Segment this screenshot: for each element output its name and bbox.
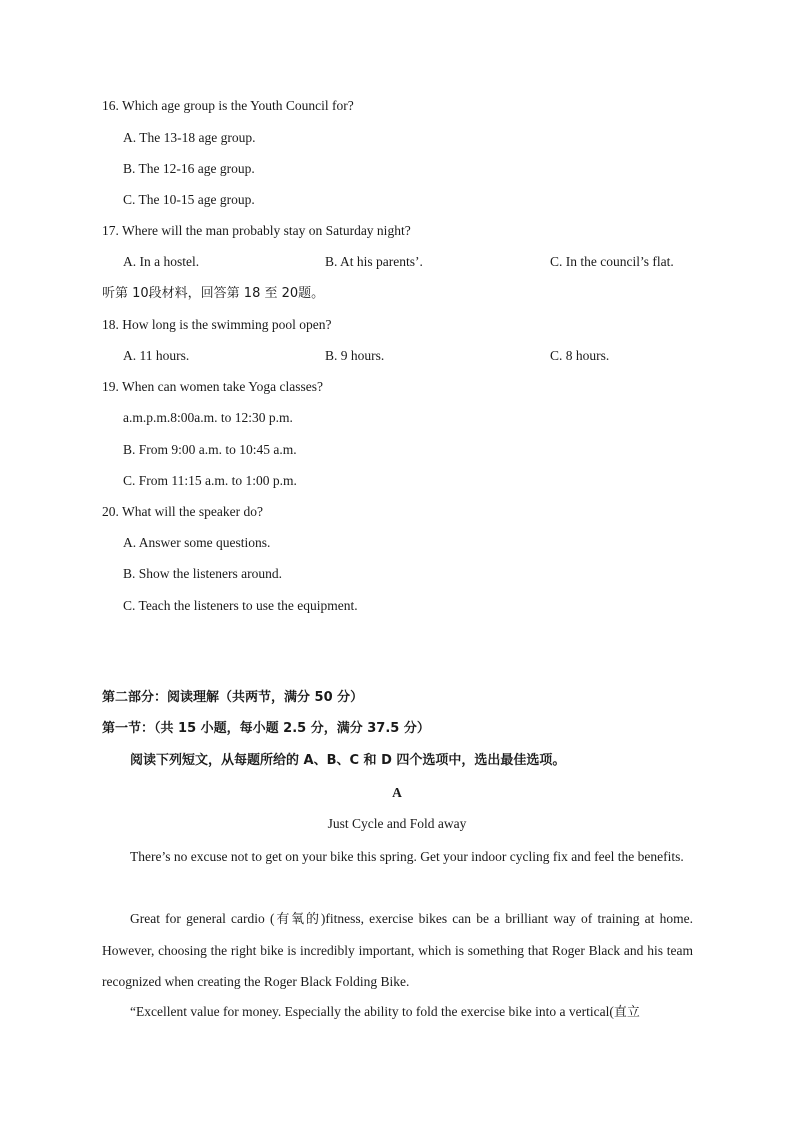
question-18-stem: 18. How long is the swimming pool open?: [102, 317, 332, 332]
passage-paragraph-3: [102, 996, 693, 1028]
passage-label: A: [392, 785, 402, 800]
question-16-option-c: C. The 10-15 age group.: [123, 192, 255, 207]
section-1-heading: 第一节：（共 15 小题，每小题 2.5 分，满分 37.5 分）: [102, 721, 430, 736]
question-20-stem: 20. What will the speaker do?: [102, 504, 263, 519]
listening-section-note: 听第 10段材料，回答第 18 至 20题。: [102, 286, 325, 301]
question-20-option-c: C. Teach the listeners to use the equipment.: [123, 598, 358, 613]
question-16-option-b: B. The 12-16 age group.: [123, 161, 255, 176]
question-19-stem: 19. When can women take Yoga classes?: [102, 379, 323, 394]
question-17-option-c: C. In the council’s flat.: [550, 254, 674, 269]
passage-paragraph-1: There’s no excuse not to get on your bike this spring. Get your indoor cycling fix and feel the benefits.: [130, 849, 684, 864]
paragraph-2-text-start: Great for general cardio (: [130, 911, 275, 926]
paragraph-2-chinese-gloss: 有氧的: [274, 912, 321, 927]
paragraph-3-text-start: “Excellent value for money. Especially the ability to fold the exercise bike into a vertical(: [130, 1004, 614, 1019]
part-2-heading: 第二部分：阅读理解（共两节，满分 50 分）: [102, 690, 364, 705]
question-20-option-b: B. Show the listeners around.: [123, 566, 282, 581]
question-18-option-a: A. 11 hours.: [123, 348, 190, 363]
question-19-option-b: B. From 9:00 a.m. to 10:45 a.m.: [123, 442, 297, 457]
question-17-option-b: B. At his parents’.: [325, 254, 423, 269]
passage-paragraph-2: [102, 903, 693, 997]
question-18-option-b: B. 9 hours.: [325, 348, 385, 363]
question-18-option-c: C. 8 hours.: [550, 348, 610, 363]
question-17-option-a: A. In a hostel.: [123, 254, 200, 269]
passage-title: Just Cycle and Fold away: [327, 816, 467, 831]
question-16-option-a: A. The 13-18 age group.: [123, 130, 256, 145]
paragraph-2-text-end: )fitness, exercise bikes can be a brilliant way of training at home. However, choosing the right bike is incredibly important, which is something that Roger Black and his team recognized when creating the Roger Black Folding Bike.: [102, 911, 693, 989]
question-19-option-c: C. From 11:15 a.m. to 1:00 p.m.: [123, 473, 297, 488]
reading-instruction: 阅读下列短文，从每题所给的 A、B、C 和 D 四个选项中，选出最佳选项。: [130, 753, 566, 768]
question-20-option-a: A. Answer some questions.: [123, 535, 271, 550]
paragraph-3-chinese-gloss: 直立: [613, 1005, 640, 1020]
question-19-option-a: a.m.p.m.8:00a.m. to 12:30 p.m.: [123, 410, 293, 425]
question-16-stem: 16. Which age group is the Youth Council for?: [102, 98, 354, 113]
question-17-stem: 17. Where will the man probably stay on Saturday night?: [102, 223, 411, 238]
